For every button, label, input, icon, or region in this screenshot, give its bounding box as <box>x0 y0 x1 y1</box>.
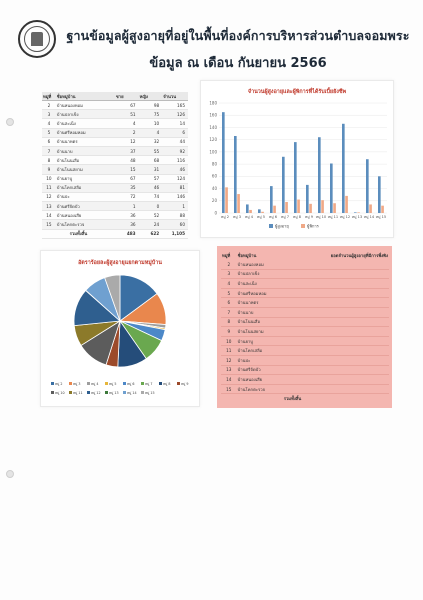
table-cell: บ้านหนองเสีย <box>56 211 115 220</box>
table-row <box>42 119 188 128</box>
table-cell: 37 <box>115 146 139 155</box>
table-row <box>42 165 188 174</box>
table-cell: บ้านโนนเสือ <box>56 156 115 165</box>
table-row <box>42 137 188 146</box>
table-cell: บ้านโคกตะรวจ <box>237 384 303 394</box>
bar <box>285 202 288 213</box>
table-cell-empty <box>302 336 389 346</box>
legend-label: หมู่ 8 <box>163 381 171 386</box>
x-tick-label: หมู่ 2 <box>220 215 230 219</box>
table-row <box>42 110 188 119</box>
legend-label: หมู่ 9 <box>181 381 189 386</box>
table-cell: บ้านสะเน็ง <box>56 119 115 128</box>
table-cell: 146 <box>162 192 188 201</box>
table-cell-empty <box>302 317 389 327</box>
table-cell: 4 <box>139 128 163 137</box>
table-cell: 3 <box>221 269 237 279</box>
total-label: รวมทั้งสิ้น <box>42 229 115 238</box>
table-cell: 11 <box>221 346 237 356</box>
table-header-row <box>221 250 389 260</box>
x-tick-label: หมู่ 15 <box>375 215 387 219</box>
total-label: รวมทั้งสิ้น <box>283 396 302 402</box>
table-cell: 6 <box>162 128 188 137</box>
bar <box>306 185 309 213</box>
bar <box>354 212 357 213</box>
table-cell: 31 <box>139 165 163 174</box>
table-cell: บ้านศรีหอมหอม <box>237 288 303 298</box>
table-row <box>42 156 188 165</box>
column-header: ชาย <box>115 92 139 101</box>
bar <box>318 137 321 213</box>
legend-label: หมู่ 6 <box>127 381 135 386</box>
y-tick-label: 40 <box>211 185 217 191</box>
table-row <box>221 288 389 298</box>
bar <box>366 159 369 213</box>
bar-chart-card <box>200 80 394 238</box>
page-subtitle: ข้อมูล ณ เดือน กันยายน 2566 <box>149 56 327 71</box>
pie-chart-card <box>40 250 200 407</box>
table-cell: 14 <box>42 211 56 220</box>
table-cell: 9 <box>221 327 237 337</box>
legend-swatch <box>69 391 72 394</box>
table-cell: 4 <box>221 279 237 289</box>
bar-chart <box>201 81 393 237</box>
table-cell: 75 <box>139 110 163 119</box>
table-cell: บ้านศรีหอมหอม <box>56 128 115 137</box>
table-cell: 98 <box>139 101 163 110</box>
y-tick-label: 160 <box>209 112 217 118</box>
table-cell: 0 <box>139 202 163 211</box>
table-row <box>42 192 188 201</box>
table-cell: 116 <box>162 156 188 165</box>
table-row <box>42 101 188 110</box>
table-row <box>42 220 188 229</box>
table-cell-empty <box>302 394 389 403</box>
bar <box>273 206 276 213</box>
legend-label: ผู้สูงอายุ <box>275 223 289 229</box>
table-cell-empty <box>302 298 389 308</box>
x-tick-label: หมู่ 10 <box>315 215 327 219</box>
legend-swatch <box>159 382 162 385</box>
x-tick-label: หมู่ 6 <box>268 215 278 219</box>
table-cell: บ้านยาบู <box>56 174 115 183</box>
y-tick-label: 60 <box>211 173 217 179</box>
legend-swatch <box>123 382 126 385</box>
table-cell: 15 <box>115 165 139 174</box>
population-table <box>42 92 188 239</box>
table-total-row <box>42 229 188 238</box>
table-cell: 67 <box>115 101 139 110</box>
table-cell: บ้านยาบู <box>237 336 303 346</box>
column-header: ยอดจำนวนผู้สูงอายุที่มีการพึ่งพิง <box>330 252 388 258</box>
table-cell: 46 <box>139 183 163 192</box>
column-header: จำนวน <box>162 92 188 101</box>
bar-chart-title: จำนวนผู้สูงอายุและผู้พิการที่ได้รับเบี้ยยังชีพ <box>247 89 347 95</box>
table-cell: 2 <box>42 101 56 110</box>
bar <box>237 194 240 213</box>
total-cell: 483 <box>115 229 139 238</box>
bar <box>270 186 273 213</box>
table-row <box>221 336 389 346</box>
legend-label: หมู่ 10 <box>55 390 65 395</box>
x-tick-label: หมู่ 9 <box>304 215 314 219</box>
table-cell: 1 <box>162 202 188 211</box>
y-tick-label: 180 <box>209 100 217 106</box>
x-tick-label: หมู่ 8 <box>292 215 302 219</box>
legend-swatch <box>51 391 54 394</box>
bar <box>294 142 297 213</box>
legend-label: หมู่ 11 <box>73 390 83 395</box>
table-cell: 9 <box>42 165 56 174</box>
table-cell: 8 <box>42 156 56 165</box>
total-cell: 622 <box>139 229 163 238</box>
table-cell-empty <box>302 288 389 298</box>
table-cell: 13 <box>221 365 237 375</box>
punch-hole <box>6 118 14 126</box>
punch-hole <box>6 470 14 478</box>
table-cell: 124 <box>162 174 188 183</box>
table-cell: 13 <box>42 202 56 211</box>
table-row <box>221 298 389 308</box>
bar <box>369 204 372 213</box>
table-cell: บ้านนาหตร <box>56 137 115 146</box>
table-cell: 52 <box>139 211 163 220</box>
table-cell: 68 <box>139 156 163 165</box>
table-cell: บ้านโคกเสลือ <box>56 183 115 192</box>
table-cell: บ้านปลาเข็ง <box>56 110 115 119</box>
table-cell-empty <box>302 269 389 279</box>
table-row <box>221 260 389 269</box>
legend-swatch <box>123 391 126 394</box>
table-cell: 74 <box>139 192 163 201</box>
y-tick-label: 120 <box>209 137 217 143</box>
table-cell: บ้านปะ <box>237 355 303 365</box>
legend-swatch <box>87 382 90 385</box>
table-cell: บ้านโนนสยาม <box>56 165 115 174</box>
legend-label: หมู่ 7 <box>145 381 153 386</box>
table-cell: 44 <box>162 137 188 146</box>
bar <box>330 164 333 214</box>
page-title: ฐานข้อมูลผู้สูงอายุที่อยู่ในพื้นที่องค์การบริหารส่วนตำบลจอมพระ <box>66 28 410 43</box>
table-cell: 4 <box>42 119 56 128</box>
bar <box>333 203 336 213</box>
table-cell: 165 <box>162 101 188 110</box>
table-cell: 35 <box>115 183 139 192</box>
table-cell: 67 <box>115 174 139 183</box>
table-cell: 46 <box>162 165 188 174</box>
table-cell: 72 <box>115 192 139 201</box>
table-cell: 88 <box>162 211 188 220</box>
table-cell: บ้านหนองเสีย <box>237 375 303 385</box>
legend-swatch <box>141 391 144 394</box>
table-cell: บ้านหนองหอม <box>237 260 303 269</box>
table-cell: 12 <box>115 137 139 146</box>
table-row <box>42 202 188 211</box>
table-cell: บ้านปลาเข็ง <box>237 269 303 279</box>
table-cell: 14 <box>221 375 237 385</box>
bar <box>234 136 237 213</box>
table-cell: บ้านปะ <box>56 192 115 201</box>
table-cell: 2 <box>221 260 237 269</box>
table-cell-empty <box>302 327 389 337</box>
table-cell: 12 <box>221 355 237 365</box>
legend-label: หมู่ 15 <box>145 390 155 395</box>
table-cell: บ้านนาหตร <box>237 298 303 308</box>
table-cell: 1 <box>115 202 139 211</box>
bar <box>321 200 324 213</box>
table-row <box>42 174 188 183</box>
bar <box>246 204 249 213</box>
table-cell: 11 <box>42 183 56 192</box>
organization-seal-logo <box>18 20 56 58</box>
legend-swatch <box>69 382 72 385</box>
table-cell-empty <box>302 375 389 385</box>
legend-swatch <box>269 224 273 228</box>
column-header: ชื่อหมู่บ้าน <box>56 92 115 101</box>
table-cell: บ้านโนนเสือ <box>237 317 303 327</box>
bar <box>261 212 264 213</box>
legend-swatch <box>87 391 90 394</box>
table-cell-empty <box>302 260 389 269</box>
table-cell: 7 <box>42 146 56 155</box>
y-tick-label: 100 <box>209 149 217 155</box>
table-cell: 126 <box>162 110 188 119</box>
table-row <box>221 355 389 365</box>
table-cell: 14 <box>162 119 188 128</box>
legend-swatch <box>141 382 144 385</box>
table-cell: บ้านศรีจัดบัว <box>237 365 303 375</box>
table-cell: 10 <box>139 119 163 128</box>
table-row <box>221 279 389 289</box>
x-tick-label: หมู่ 4 <box>244 215 254 219</box>
pie-chart <box>41 251 199 406</box>
legend-swatch <box>105 382 108 385</box>
y-tick-label: 140 <box>209 124 217 130</box>
y-tick-label: 20 <box>211 198 217 204</box>
table-cell: 51 <box>115 110 139 119</box>
bar <box>357 212 360 213</box>
table-cell: 81 <box>162 183 188 192</box>
legend-label: หมู่ 13 <box>109 390 119 395</box>
x-tick-label: หมู่ 3 <box>232 215 242 219</box>
table-cell: บ้านนาบ <box>237 307 303 317</box>
table-row <box>42 146 188 155</box>
table-cell: 57 <box>139 174 163 183</box>
table-cell-empty <box>302 279 389 289</box>
bar <box>378 176 381 213</box>
table-row <box>221 384 389 394</box>
column-header: หมู่ที่ <box>222 252 231 258</box>
bar <box>249 210 252 213</box>
table-cell: บ้านโนนสยาม <box>237 327 303 337</box>
table-cell: บ้านสะเน็ง <box>237 279 303 289</box>
table-cell: 36 <box>115 220 139 229</box>
bar <box>297 200 300 213</box>
table-row <box>221 375 389 385</box>
legend-label: หมู่ 4 <box>91 381 99 386</box>
column-header: ชื่อหมู่บ้าน <box>237 252 257 258</box>
legend-label: หมู่ 2 <box>55 381 63 386</box>
disability-table <box>221 250 389 403</box>
table-cell: 2 <box>115 128 139 137</box>
table-cell: 3 <box>42 110 56 119</box>
bar <box>381 206 384 213</box>
table-cell: 10 <box>221 336 237 346</box>
legend-swatch <box>105 391 108 394</box>
table-cell: 5 <box>221 288 237 298</box>
bar <box>258 209 261 213</box>
y-tick-label: 80 <box>211 161 217 167</box>
table-cell-empty <box>302 384 389 394</box>
pie-chart-title: อัตราร้อยละผู้สูงอายุแยกตามหมู่บ้าน <box>78 260 162 266</box>
table-row <box>221 365 389 375</box>
legend-swatch <box>301 224 305 228</box>
table-cell: บ้านโคกตะรวจ <box>56 220 115 229</box>
y-tick-label: 0 <box>214 210 217 216</box>
table-row <box>42 183 188 192</box>
table-header-row <box>42 92 188 101</box>
legend-label: หมู่ 12 <box>91 390 101 395</box>
legend-label: ผู้พิการ <box>307 223 319 229</box>
table-cell: 24 <box>139 220 163 229</box>
table-cell: บ้านศรีจัดบัว <box>56 202 115 211</box>
table-cell-empty <box>302 365 389 375</box>
table-cell: 92 <box>162 146 188 155</box>
table-cell: 8 <box>221 317 237 327</box>
column-header: หญิง <box>139 92 163 101</box>
table-cell: 5 <box>42 128 56 137</box>
legend-label: หมู่ 3 <box>73 381 81 386</box>
table-cell: 4 <box>115 119 139 128</box>
table-cell: 6 <box>221 298 237 308</box>
bar <box>345 196 348 213</box>
table-cell: 7 <box>221 307 237 317</box>
table-cell: 48 <box>115 156 139 165</box>
x-tick-label: หมู่ 12 <box>339 215 351 219</box>
table-row <box>221 346 389 356</box>
bar <box>309 204 312 213</box>
bar <box>222 112 225 213</box>
bar <box>342 124 345 213</box>
table-row <box>42 211 188 220</box>
table-row <box>221 307 389 317</box>
table-row <box>42 128 188 137</box>
table-cell-empty <box>302 307 389 317</box>
legend-swatch <box>51 382 54 385</box>
table-cell: 15 <box>221 384 237 394</box>
column-header: หมู่ที่ <box>42 92 56 101</box>
table-cell: 12 <box>42 192 56 201</box>
bar <box>225 187 228 213</box>
total-cell: 1,105 <box>162 229 188 238</box>
table-cell: บ้านหนองหอม <box>56 101 115 110</box>
table-row <box>221 317 389 327</box>
bar <box>282 157 285 213</box>
x-tick-label: หมู่ 5 <box>256 215 266 219</box>
table-cell-empty <box>302 355 389 365</box>
legend-swatch <box>177 382 180 385</box>
legend-label: หมู่ 14 <box>127 390 137 395</box>
table-cell: 10 <box>42 174 56 183</box>
table-cell: 32 <box>139 137 163 146</box>
table-cell-empty <box>302 346 389 356</box>
x-tick-label: หมู่ 13 <box>351 215 363 219</box>
table-row <box>221 269 389 279</box>
table-cell: 36 <box>115 211 139 220</box>
table-cell: 6 <box>42 137 56 146</box>
table-total-row <box>221 394 389 403</box>
table-cell: 60 <box>162 220 188 229</box>
table-cell: บ้านนาบ <box>56 146 115 155</box>
legend-label: หมู่ 5 <box>109 381 117 386</box>
table-cell: บ้านโคกเสลือ <box>237 346 303 356</box>
table-cell: 55 <box>139 146 163 155</box>
x-tick-label: หมู่ 11 <box>327 215 339 219</box>
x-tick-label: หมู่ 7 <box>280 215 290 219</box>
table-row <box>221 327 389 337</box>
x-tick-label: หมู่ 14 <box>363 215 375 219</box>
table-cell: 15 <box>42 220 56 229</box>
